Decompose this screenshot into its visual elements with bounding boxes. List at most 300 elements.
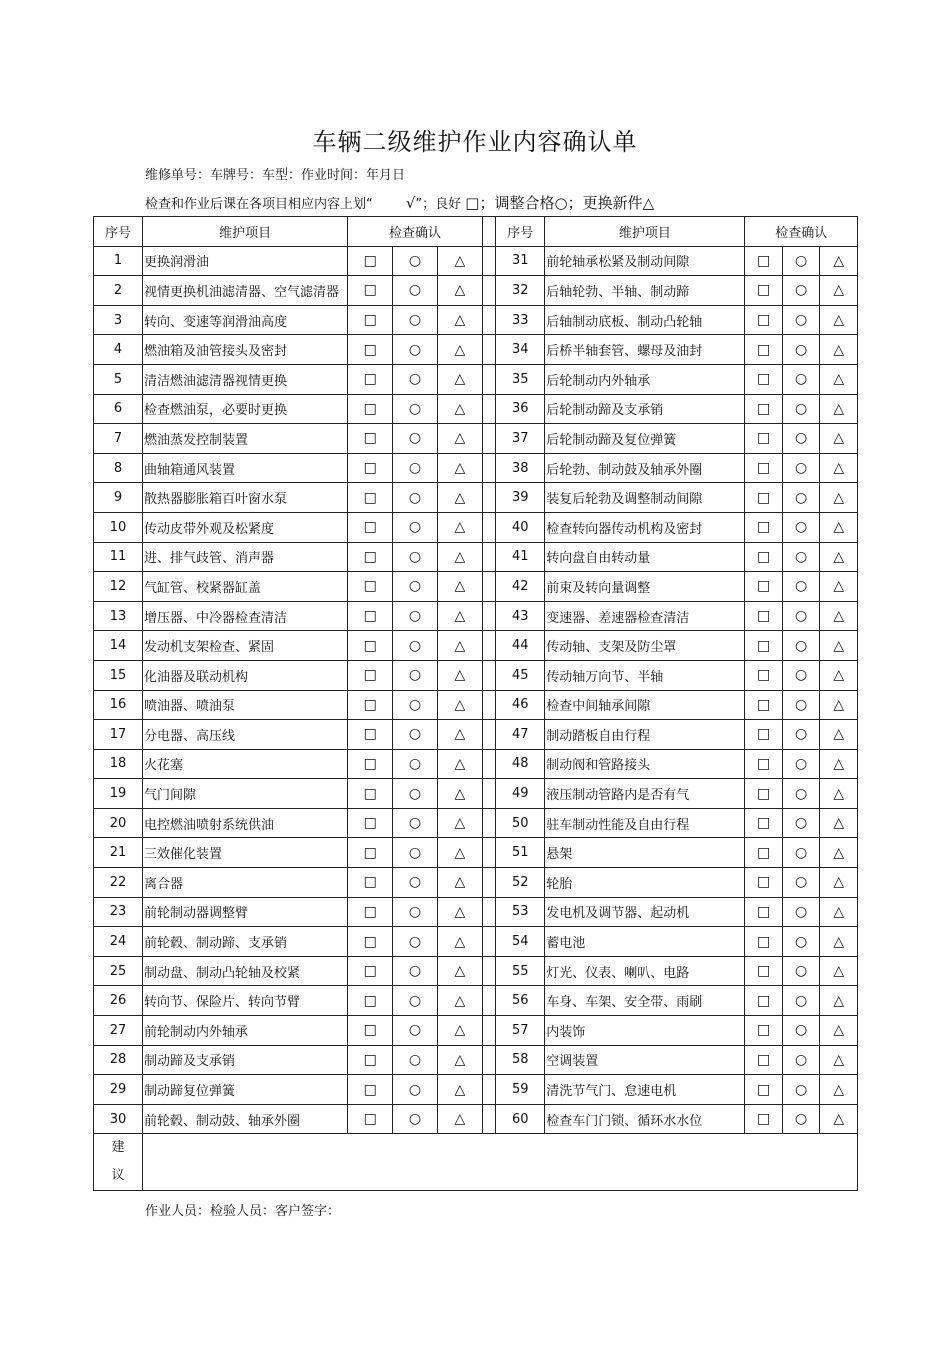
check-good-box[interactable]: □: [745, 631, 783, 661]
check-good-box[interactable]: □: [745, 572, 783, 602]
item-name: 前轮轴承松紧及制动间隙: [545, 246, 745, 276]
check-adjust-box[interactable]: ○: [782, 720, 820, 750]
header-item: 维护项目: [142, 217, 347, 247]
item-number: 31: [496, 246, 545, 276]
check-adjust-box[interactable]: ○: [782, 276, 820, 306]
check-adjust-box[interactable]: ○: [393, 927, 438, 957]
column-gap: [482, 1075, 496, 1105]
check-good-box[interactable]: □: [348, 897, 393, 927]
check-adjust-box[interactable]: ○: [782, 305, 820, 335]
item-name: 传动皮带外观及松紧度: [142, 512, 347, 542]
item-name: 气缸管、校紧器缸盖: [142, 572, 347, 602]
column-gap: [482, 838, 496, 868]
column-gap: [482, 394, 496, 424]
header-confirm-right: 检查确认: [745, 217, 858, 247]
item-number: 59: [496, 1075, 545, 1105]
table-row: [94, 1075, 858, 1105]
item-name: 液压制动管路内是否有气: [545, 779, 745, 809]
check-good-box[interactable]: □: [348, 424, 393, 454]
check-good-box[interactable]: □: [745, 868, 783, 898]
check-adjust-box[interactable]: ○: [393, 424, 438, 454]
check-adjust-box[interactable]: ○: [393, 483, 438, 513]
check-good-box[interactable]: □: [745, 512, 783, 542]
check-replace-box[interactable]: △: [437, 483, 482, 513]
header-confirm: 检查确认: [348, 217, 482, 247]
check-good-box[interactable]: □: [348, 956, 393, 986]
check-adjust-box[interactable]: ○: [393, 631, 438, 661]
check-adjust-box[interactable]: ○: [393, 720, 438, 750]
check-adjust-box[interactable]: ○: [393, 956, 438, 986]
check-good-box[interactable]: □: [745, 364, 783, 394]
check-adjust-box[interactable]: ○: [782, 868, 820, 898]
check-good-box[interactable]: □: [348, 1016, 393, 1046]
check-adjust-box[interactable]: ○: [782, 246, 820, 276]
check-good-box[interactable]: □: [348, 512, 393, 542]
check-adjust-box[interactable]: ○: [393, 1075, 438, 1105]
item-name: 变速器、差速器检查清洁: [545, 601, 745, 631]
item-number: 47: [496, 720, 545, 750]
check-replace-box[interactable]: △: [820, 779, 858, 809]
check-adjust-box[interactable]: ○: [782, 749, 820, 779]
column-gap: [482, 424, 496, 454]
item-number: 23: [94, 897, 143, 927]
table-row: [94, 690, 858, 720]
item-name: 制动蹄及支承销: [142, 1045, 347, 1075]
check-adjust-box[interactable]: ○: [782, 394, 820, 424]
check-adjust-box[interactable]: ○: [393, 749, 438, 779]
check-good-box[interactable]: □: [348, 1075, 393, 1105]
item-number: 9: [94, 483, 143, 513]
item-number: 37: [496, 424, 545, 454]
item-number: 60: [496, 1104, 545, 1134]
table-row: [94, 838, 858, 868]
check-good-box[interactable]: □: [745, 690, 783, 720]
check-replace-box[interactable]: △: [820, 808, 858, 838]
form-title: 车辆二级维护作业内容确认单: [312, 128, 638, 156]
check-good-box[interactable]: □: [745, 424, 783, 454]
table-row: [94, 927, 858, 957]
check-good-box[interactable]: □: [348, 868, 393, 898]
check-replace-box[interactable]: △: [820, 572, 858, 602]
check-replace-box[interactable]: △: [437, 838, 482, 868]
table-row: [94, 660, 858, 690]
column-gap: [482, 305, 496, 335]
check-replace-box[interactable]: △: [820, 305, 858, 335]
check-good-box[interactable]: □: [348, 749, 393, 779]
check-good-box[interactable]: □: [745, 1016, 783, 1046]
item-name: 检查转向器传动机构及密封: [545, 512, 745, 542]
item-name: 装复后轮勃及调整制动间隙: [545, 483, 745, 513]
check-replace-box[interactable]: △: [820, 868, 858, 898]
item-number: 36: [496, 394, 545, 424]
check-good-box[interactable]: □: [348, 542, 393, 572]
check-adjust-box[interactable]: ○: [393, 453, 438, 483]
item-name: 清洁燃油滤清器视情更换: [142, 364, 347, 394]
table-row: [94, 720, 858, 750]
check-replace-box[interactable]: △: [820, 276, 858, 306]
check-replace-box[interactable]: △: [437, 276, 482, 306]
check-good-box[interactable]: □: [745, 1075, 783, 1105]
check-good-box[interactable]: □: [348, 1045, 393, 1075]
check-good-box[interactable]: □: [348, 601, 393, 631]
check-replace-box[interactable]: △: [437, 512, 482, 542]
check-replace-box[interactable]: △: [820, 453, 858, 483]
check-adjust-box[interactable]: ○: [782, 1016, 820, 1046]
check-good-box[interactable]: □: [348, 779, 393, 809]
check-replace-box[interactable]: △: [820, 1075, 858, 1105]
column-gap: [482, 631, 496, 661]
check-adjust-box[interactable]: ○: [393, 542, 438, 572]
item-number: 43: [496, 601, 545, 631]
item-number: 16: [94, 690, 143, 720]
check-replace-box[interactable]: △: [437, 1045, 482, 1075]
table-row: [94, 1104, 858, 1134]
item-name: 检查燃油泵，必要时更换: [142, 394, 347, 424]
check-good-box[interactable]: □: [348, 394, 393, 424]
check-replace-box[interactable]: △: [437, 1075, 482, 1105]
check-good-box[interactable]: □: [348, 838, 393, 868]
item-name: 离合器: [142, 868, 347, 898]
item-number: 22: [94, 868, 143, 898]
check-replace-box[interactable]: △: [437, 394, 482, 424]
item-number: 1: [94, 246, 143, 276]
item-name: 三效催化装置: [142, 838, 347, 868]
item-number: 50: [496, 808, 545, 838]
check-replace-box[interactable]: △: [820, 1016, 858, 1046]
item-name: 驻车制动性能及自由行程: [545, 808, 745, 838]
item-number: 53: [496, 897, 545, 927]
check-adjust-box[interactable]: ○: [393, 690, 438, 720]
check-good-box[interactable]: □: [745, 660, 783, 690]
check-replace-box[interactable]: △: [820, 690, 858, 720]
item-name: 制动盘、制动凸轮轴及校紧: [142, 956, 347, 986]
check-good-box[interactable]: □: [745, 986, 783, 1016]
item-name: 蓄电池: [545, 927, 745, 957]
check-adjust-box[interactable]: ○: [782, 364, 820, 394]
check-adjust-box[interactable]: ○: [393, 838, 438, 868]
check-adjust-box[interactable]: ○: [393, 364, 438, 394]
table-row: [94, 364, 858, 394]
check-replace-box[interactable]: △: [820, 897, 858, 927]
column-gap: [482, 720, 496, 750]
check-good-box[interactable]: □: [745, 927, 783, 957]
check-replace-box[interactable]: △: [820, 660, 858, 690]
check-adjust-box[interactable]: ○: [782, 572, 820, 602]
item-number: 15: [94, 660, 143, 690]
item-number: 27: [94, 1016, 143, 1046]
instruction-replace: ；更换新件: [567, 194, 643, 212]
check-adjust-box[interactable]: ○: [393, 868, 438, 898]
check-good-box[interactable]: □: [348, 335, 393, 365]
check-replace-box[interactable]: △: [820, 394, 858, 424]
check-replace-box[interactable]: △: [820, 631, 858, 661]
instruction-prefix: 检查和作业后课在各项目相应内容上划“: [145, 197, 373, 212]
item-number: 40: [496, 512, 545, 542]
check-good-box[interactable]: □: [348, 986, 393, 1016]
table-row: [94, 808, 858, 838]
item-name: 后轮制动蹄及复位弹簧: [545, 424, 745, 454]
check-good-box[interactable]: □: [745, 1045, 783, 1075]
check-replace-box[interactable]: △: [820, 601, 858, 631]
check-replace-box[interactable]: △: [437, 660, 482, 690]
item-number: 10: [94, 512, 143, 542]
check-adjust-box[interactable]: ○: [782, 1104, 820, 1134]
check-replace-box[interactable]: △: [820, 335, 858, 365]
check-good-box[interactable]: □: [745, 808, 783, 838]
item-name: 发电机及调节器、起动机: [545, 897, 745, 927]
check-good-box[interactable]: □: [745, 276, 783, 306]
check-adjust-box[interactable]: ○: [782, 542, 820, 572]
item-number: 12: [94, 572, 143, 602]
table-row: [94, 305, 858, 335]
check-good-box[interactable]: □: [348, 572, 393, 602]
check-adjust-box[interactable]: ○: [782, 779, 820, 809]
check-good-box[interactable]: □: [348, 246, 393, 276]
check-good-box[interactable]: □: [348, 453, 393, 483]
check-adjust-box[interactable]: ○: [782, 424, 820, 454]
check-adjust-box[interactable]: ○: [393, 986, 438, 1016]
item-name: 空调装置: [545, 1045, 745, 1075]
check-replace-box[interactable]: △: [437, 631, 482, 661]
item-number: 56: [496, 986, 545, 1016]
column-gap: [482, 483, 496, 513]
column-gap: [482, 868, 496, 898]
item-number: 28: [94, 1045, 143, 1075]
check-good-box[interactable]: □: [745, 394, 783, 424]
check-adjust-box[interactable]: ○: [393, 660, 438, 690]
check-adjust-box[interactable]: ○: [782, 512, 820, 542]
check-replace-box[interactable]: △: [437, 808, 482, 838]
check-replace-box[interactable]: △: [820, 512, 858, 542]
check-replace-box[interactable]: △: [820, 956, 858, 986]
instruction-line: [145, 192, 654, 213]
check-adjust-box[interactable]: ○: [393, 1016, 438, 1046]
item-name: 气门间隙: [142, 779, 347, 809]
check-replace-box[interactable]: △: [437, 424, 482, 454]
check-good-box[interactable]: □: [745, 779, 783, 809]
check-replace-box[interactable]: △: [437, 779, 482, 809]
check-replace-box[interactable]: △: [820, 986, 858, 1016]
check-adjust-box[interactable]: ○: [393, 335, 438, 365]
check-adjust-box[interactable]: ○: [782, 927, 820, 957]
item-name: 电控燃油喷射系统供油: [142, 808, 347, 838]
item-name: 散热器膨胀箱百叶窗水泵: [142, 483, 347, 513]
check-adjust-box[interactable]: ○: [393, 1104, 438, 1134]
column-gap: [482, 512, 496, 542]
item-name: 火花塞: [142, 749, 347, 779]
check-adjust-box[interactable]: ○: [393, 808, 438, 838]
suggestion-field[interactable]: [142, 1134, 857, 1191]
check-adjust-box[interactable]: ○: [393, 394, 438, 424]
check-adjust-box[interactable]: ○: [782, 690, 820, 720]
check-replace-box[interactable]: △: [820, 1104, 858, 1134]
column-gap: [482, 1045, 496, 1075]
check-replace-box[interactable]: △: [437, 453, 482, 483]
item-name: 燃油蒸发控制装置: [142, 424, 347, 454]
check-replace-box[interactable]: △: [820, 720, 858, 750]
check-good-box[interactable]: □: [348, 305, 393, 335]
header-seq-right: 序号: [496, 217, 545, 247]
check-good-box[interactable]: □: [745, 720, 783, 750]
check-replace-box[interactable]: △: [437, 246, 482, 276]
check-replace-box[interactable]: △: [820, 246, 858, 276]
item-number: 26: [94, 986, 143, 1016]
check-good-box[interactable]: □: [745, 956, 783, 986]
check-replace-box[interactable]: △: [820, 424, 858, 454]
check-replace-box[interactable]: △: [437, 364, 482, 394]
item-number: 41: [496, 542, 545, 572]
check-replace-box[interactable]: △: [820, 838, 858, 868]
check-good-box[interactable]: □: [745, 749, 783, 779]
check-replace-box[interactable]: △: [437, 1104, 482, 1134]
check-adjust-box[interactable]: ○: [393, 246, 438, 276]
check-adjust-box[interactable]: ○: [782, 986, 820, 1016]
check-replace-box[interactable]: △: [437, 897, 482, 927]
item-number: 14: [94, 631, 143, 661]
item-name: 后轮勃、制动鼓及轴承外圈: [545, 453, 745, 483]
item-number: 30: [94, 1104, 143, 1134]
check-good-box[interactable]: □: [348, 808, 393, 838]
check-adjust-box[interactable]: ○: [393, 305, 438, 335]
check-adjust-box[interactable]: ○: [393, 779, 438, 809]
check-adjust-box[interactable]: ○: [782, 335, 820, 365]
item-number: 3: [94, 305, 143, 335]
check-replace-box[interactable]: △: [437, 868, 482, 898]
check-good-box[interactable]: □: [745, 335, 783, 365]
check-adjust-box[interactable]: ○: [782, 631, 820, 661]
check-replace-box[interactable]: △: [437, 335, 482, 365]
check-replace-box[interactable]: △: [437, 542, 482, 572]
item-name: 视情更换机油滤清器、空气滤清器: [142, 276, 347, 306]
item-number: 17: [94, 720, 143, 750]
item-name: 车身、车架、安全带、雨刷: [545, 986, 745, 1016]
item-name: 前轮毂、制动鼓、轴承外圈: [142, 1104, 347, 1134]
check-good-box[interactable]: □: [348, 631, 393, 661]
column-gap: [482, 808, 496, 838]
check-mark: √: [405, 194, 416, 212]
item-number: 8: [94, 453, 143, 483]
check-replace-box[interactable]: △: [437, 927, 482, 957]
check-replace-box[interactable]: △: [437, 305, 482, 335]
check-adjust-box[interactable]: ○: [393, 601, 438, 631]
check-adjust-box[interactable]: ○: [782, 483, 820, 513]
check-replace-box[interactable]: △: [820, 483, 858, 513]
check-good-box[interactable]: □: [745, 897, 783, 927]
item-name: 后轮制动内外轴承: [545, 364, 745, 394]
table-row: [94, 276, 858, 306]
item-name: 转向盘自由转动量: [545, 542, 745, 572]
check-good-box[interactable]: □: [348, 690, 393, 720]
check-good-box[interactable]: □: [745, 601, 783, 631]
check-adjust-box[interactable]: ○: [393, 897, 438, 927]
check-replace-box[interactable]: △: [437, 749, 482, 779]
check-good-box[interactable]: □: [348, 660, 393, 690]
check-good-box[interactable]: □: [745, 542, 783, 572]
legend-adjust-icon: ○: [554, 194, 568, 212]
check-adjust-box[interactable]: ○: [393, 512, 438, 542]
check-adjust-box[interactable]: ○: [393, 276, 438, 306]
check-adjust-box[interactable]: ○: [782, 838, 820, 868]
check-good-box[interactable]: □: [348, 927, 393, 957]
column-gap: [482, 453, 496, 483]
item-name: 燃油箱及油管接头及密封: [142, 335, 347, 365]
check-good-box[interactable]: □: [745, 246, 783, 276]
check-adjust-box[interactable]: ○: [782, 956, 820, 986]
column-gap: [482, 364, 496, 394]
check-adjust-box[interactable]: ○: [782, 897, 820, 927]
item-number: 19: [94, 779, 143, 809]
check-replace-box[interactable]: △: [437, 1016, 482, 1046]
item-number: 55: [496, 956, 545, 986]
check-replace-box[interactable]: △: [437, 572, 482, 602]
check-good-box[interactable]: □: [745, 1104, 783, 1134]
check-replace-box[interactable]: △: [437, 956, 482, 986]
table-row: [94, 542, 858, 572]
check-good-box[interactable]: □: [348, 276, 393, 306]
table-row: [94, 394, 858, 424]
item-name: 前轮制动内外轴承: [142, 1016, 347, 1046]
check-adjust-box[interactable]: ○: [782, 1045, 820, 1075]
check-replace-box[interactable]: △: [820, 749, 858, 779]
column-gap: [482, 897, 496, 927]
check-good-box[interactable]: □: [348, 364, 393, 394]
item-number: 4: [94, 335, 143, 365]
check-adjust-box[interactable]: ○: [782, 808, 820, 838]
check-replace-box[interactable]: △: [820, 927, 858, 957]
check-replace-box[interactable]: △: [437, 690, 482, 720]
check-replace-box[interactable]: △: [820, 542, 858, 572]
legend-good-icon: □: [465, 194, 480, 212]
column-gap: [482, 986, 496, 1016]
check-replace-box[interactable]: △: [437, 601, 482, 631]
check-good-box[interactable]: □: [348, 1104, 393, 1134]
check-adjust-box[interactable]: ○: [393, 1045, 438, 1075]
column-gap: [482, 335, 496, 365]
column-gap: [482, 927, 496, 957]
table-row: [94, 986, 858, 1016]
suggestion-label: [94, 1134, 143, 1191]
item-number: 34: [496, 335, 545, 365]
check-good-box[interactable]: □: [745, 305, 783, 335]
check-adjust-box[interactable]: ○: [782, 660, 820, 690]
check-adjust-box[interactable]: ○: [782, 601, 820, 631]
item-number: 29: [94, 1075, 143, 1105]
table-row: [94, 779, 858, 809]
check-adjust-box[interactable]: ○: [393, 572, 438, 602]
check-replace-box[interactable]: △: [820, 1045, 858, 1075]
column-gap: [482, 956, 496, 986]
check-good-box[interactable]: □: [745, 838, 783, 868]
check-adjust-box[interactable]: ○: [782, 453, 820, 483]
check-good-box[interactable]: □: [348, 483, 393, 513]
signature-line: 作业人员：检验人员：客户签字：: [145, 1204, 341, 1219]
check-good-box[interactable]: □: [745, 453, 783, 483]
item-number: 32: [496, 276, 545, 306]
header-seq: 序号: [94, 217, 143, 247]
check-replace-box[interactable]: △: [437, 986, 482, 1016]
item-name: 增压器、中冷器检查清洁: [142, 601, 347, 631]
item-name: 检查车门门锁、循环水水位: [545, 1104, 745, 1134]
item-name: 制动蹄复位弹簧: [142, 1075, 347, 1105]
check-replace-box[interactable]: △: [820, 364, 858, 394]
check-adjust-box[interactable]: ○: [782, 1075, 820, 1105]
item-number: 18: [94, 749, 143, 779]
check-replace-box[interactable]: △: [437, 720, 482, 750]
item-number: 38: [496, 453, 545, 483]
check-good-box[interactable]: □: [348, 720, 393, 750]
check-good-box[interactable]: □: [745, 483, 783, 513]
item-number: 11: [94, 542, 143, 572]
